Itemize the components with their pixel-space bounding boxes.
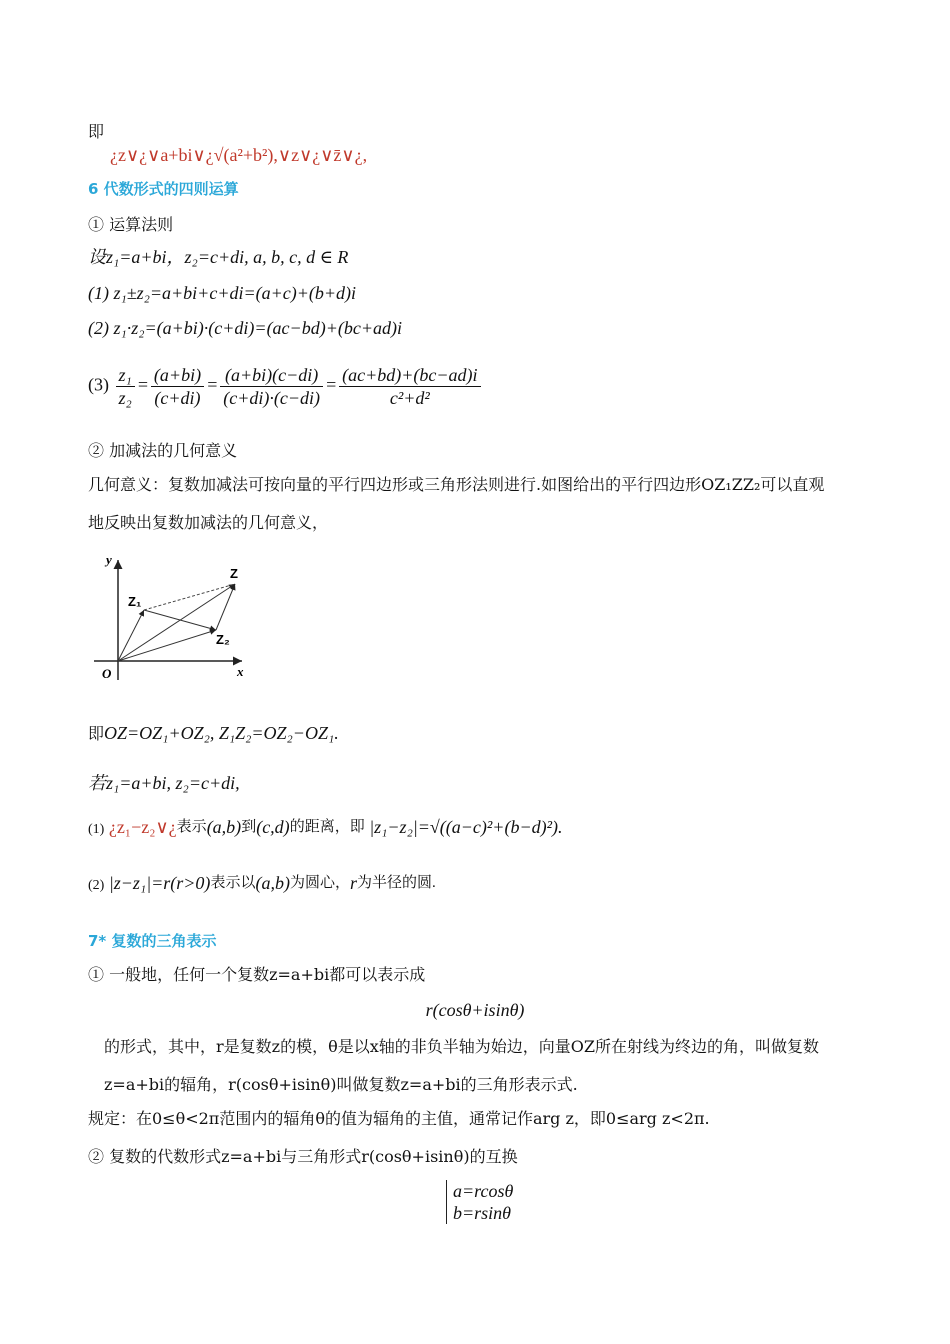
conversion-title: ② 复数的代数形式z=a+bi与三角形式r(cosθ+isinθ)的互换 xyxy=(88,1147,518,1166)
circle-t1: 表示以 xyxy=(210,875,256,891)
rule-1-title: ① 运算法则 xyxy=(88,215,174,234)
vector-line xyxy=(88,722,339,746)
distance-t3: 的距离，即 xyxy=(289,819,365,835)
geo-text-2: 地反映出复数加减法的几何意义， xyxy=(88,513,329,532)
label-x: x xyxy=(237,664,244,679)
distance-line xyxy=(88,816,562,841)
modulus-formula: ¿z∨¿∨a+bi∨¿√(a²+b²),∨z∨¿∨z̄∨¿, xyxy=(110,145,368,165)
system-eq-b: b=rsinθ xyxy=(453,1203,511,1223)
side-z2z xyxy=(216,584,235,630)
circle-expr: |z−z₁|=r(r>0) xyxy=(108,873,211,893)
frac-result-den: c²+d² xyxy=(389,388,430,408)
section-6-heading: 6 代数形式的四则运算 xyxy=(88,180,239,198)
vector-prefix: 即 xyxy=(88,726,105,743)
op-add-line: (1) z₁±z₂=a+bi+c+di=(a+c)+(b+d)i xyxy=(88,283,357,303)
vec-oz2 xyxy=(118,630,216,661)
distance-point-a: (a,b) xyxy=(206,817,242,837)
distance-t1: 表示 xyxy=(176,819,207,835)
label-y: y xyxy=(106,552,112,567)
circle-center: (a,b) xyxy=(255,873,290,893)
trig-def-2: z=a+bi的辐角，r(cosθ+isinθ)叫做复数z=a+bi的三角形表示式. xyxy=(104,1075,578,1094)
frac-conj-num: (a+bi)(c−di) xyxy=(220,364,323,387)
trig-form: r(cosθ+isinθ) xyxy=(425,1000,525,1020)
circle-radius: r xyxy=(349,873,357,893)
trig-def-1: 的形式，其中，r是复数z的模，θ是以x轴的非负半轴为始边，向量OZ所在射线为终边的角，叫做复数 xyxy=(104,1037,819,1056)
distance-expr: ¿z₁−z₂∨¿ xyxy=(108,817,177,837)
label-o: O xyxy=(102,666,112,681)
vec-z1z2 xyxy=(144,610,216,630)
vec-oz1 xyxy=(118,610,144,661)
side-z1z xyxy=(144,584,235,610)
circle-t3: 为半径的圆. xyxy=(356,875,436,891)
conversion-system xyxy=(446,1180,513,1224)
section-7-heading: 7* 复数的三角表示 xyxy=(88,932,217,950)
frac-conj-den: (c+di)·(c−di) xyxy=(223,388,320,408)
frac-z xyxy=(116,364,135,409)
modulus-line xyxy=(88,120,367,166)
label-z: Z xyxy=(230,566,238,581)
frac-result-num: (ac+bd)+(bc−ad)i xyxy=(339,364,480,387)
op-mul-line: (2) z₁·z₂=(a+bi)·(c+di)=(ac−bd)+(bc+ad)i xyxy=(88,318,402,338)
modulus-prefix: 即 xyxy=(88,124,105,141)
geo-text-1: 几何意义：复数加减法可按向量的平行四边形或三角形法则进行.如图给出的平行四边形OZ₁ZZ₂可以直观 xyxy=(88,475,825,494)
frac-result xyxy=(339,364,480,409)
if-z-line: 若z₁=a+bi, z₂=c+di, xyxy=(88,773,240,793)
op-div-label: (3) xyxy=(88,374,109,395)
circle-line xyxy=(88,872,436,897)
distance-t2: 到 xyxy=(241,819,257,835)
principal-value: 规定：在0≤θ<2π范围内的辐角θ的值为辐角的主值，通常记作arg z，即0≤arg z<2π. xyxy=(88,1109,710,1128)
set-z-line: 设z₁=a+bi，z₂=c+di, a, b, c, d ∈ R xyxy=(88,247,349,267)
frac-z-num: z₁ xyxy=(116,364,135,387)
rule-2-title: ② 加减法的几何意义 xyxy=(88,441,238,460)
frac-ab-den: (c+di) xyxy=(154,388,201,408)
frac-z-den: z₂ xyxy=(118,388,132,408)
trig-intro: ① 一般地，任何一个复数z=a+bi都可以表示成 xyxy=(88,965,426,984)
op-div-line: (3) $\frac{\text{z₁}}{\text{z₂}}$ = $\frac{(a+bi)}{(c+di)}$ = $\frac{(a+bi)(c-di)}{(c+di)\cdot(c-di)}$ = $\frac{(ac+bd)+(bc-ad)i}{\text{c²+d²}}$ xyxy=(88,364,483,409)
system-eq-a: a=rcosθ xyxy=(453,1181,514,1201)
distance-formula: |z₁−z₂|=√((a−c)²+(b−d)²). xyxy=(369,817,563,837)
frac-ab xyxy=(151,364,204,409)
vector-formula: OZ=OZ₁+OZ₂, Z₁Z₂=OZ₂−OZ₁. xyxy=(104,723,339,743)
frac-conj xyxy=(220,364,323,409)
circle-t2: 为圆心， xyxy=(289,875,350,891)
parallelogram-figure xyxy=(92,548,262,683)
label-z2: Z₂ xyxy=(216,632,230,647)
frac-ab-num: (a+bi) xyxy=(151,364,204,387)
distance-label: (1) xyxy=(88,822,105,837)
circle-label: (2) xyxy=(88,878,105,893)
distance-point-c: (c,d) xyxy=(256,817,290,837)
label-z1: Z₁ xyxy=(128,594,142,609)
